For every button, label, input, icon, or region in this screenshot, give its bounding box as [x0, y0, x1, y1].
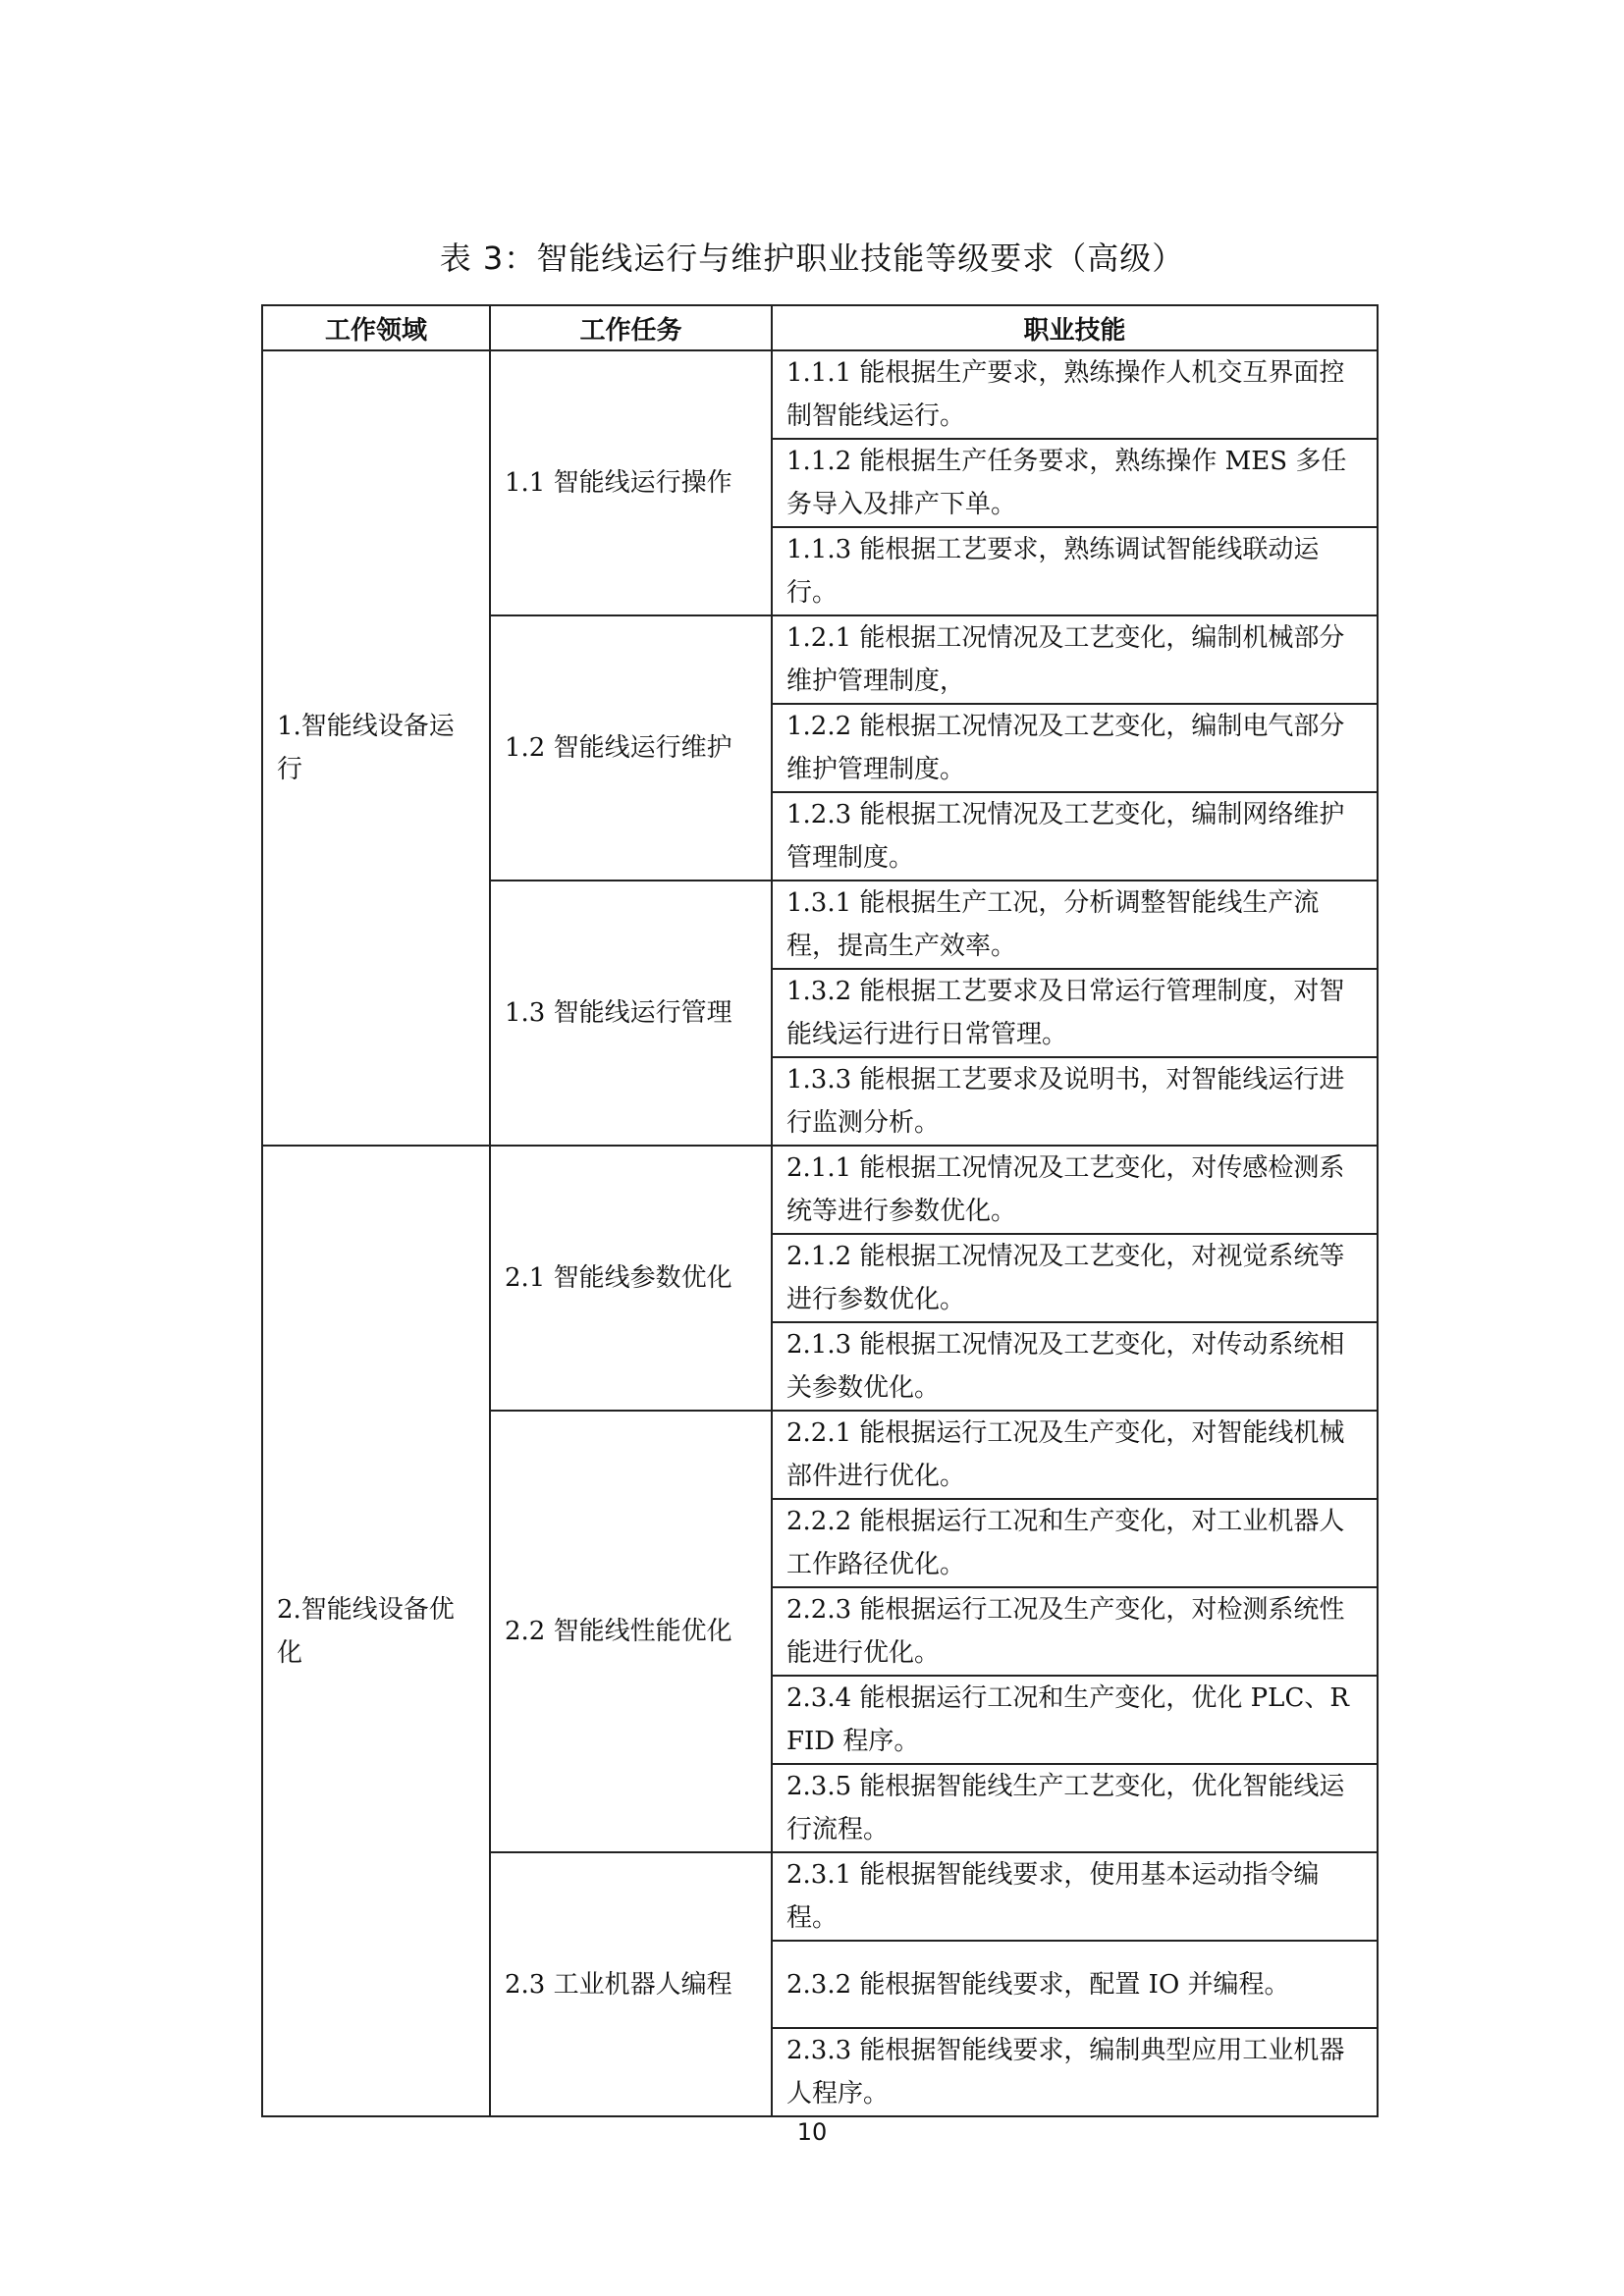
table-header-row — [262, 305, 1378, 350]
skill-cell: 1.1.3 能根据工艺要求，熟练调试智能线联动运行。 — [772, 527, 1378, 615]
task-cell: 2.1 智能线参数优化 — [490, 1146, 772, 1411]
skill-cell: 1.3.1 能根据生产工况，分析调整智能线生产流程，提高生产效率。 — [772, 881, 1378, 969]
skill-cell: 1.1.1 能根据生产要求，熟练操作人机交互界面控制智能线运行。 — [772, 350, 1378, 439]
task-cell: 2.3 工业机器人编程 — [490, 1852, 772, 2116]
skill-cell: 2.1.2 能根据工况情况及工艺变化，对视觉系统等进行参数优化。 — [772, 1234, 1378, 1322]
page-number: 10 — [796, 2118, 828, 2146]
skill-cell: 2.3.5 能根据智能线生产工艺变化，优化智能线运行流程。 — [772, 1764, 1378, 1852]
task-cell: 1.1 智能线运行操作 — [490, 350, 772, 615]
task-cell: 1.2 智能线运行维护 — [490, 615, 772, 881]
header-work-domain: 工作领域 — [262, 305, 490, 350]
domain-cell: 2.智能线设备优化 — [262, 1146, 490, 2116]
task-cell: 2.2 智能线性能优化 — [490, 1411, 772, 1852]
table-row — [262, 1146, 1378, 1234]
skill-cell: 2.3.3 能根据智能线要求，编制典型应用工业机器人程序。 — [772, 2028, 1378, 2116]
skill-cell: 1.3.3 能根据工艺要求及说明书，对智能线运行进行监测分析。 — [772, 1057, 1378, 1146]
skill-cell: 2.2.2 能根据运行工况和生产变化，对工业机器人工作路径优化。 — [772, 1499, 1378, 1587]
domain-cell: 1.智能线设备运行 — [262, 350, 490, 1146]
header-skill: 职业技能 — [772, 305, 1378, 350]
skill-cell: 2.3.1 能根据智能线要求，使用基本运动指令编程。 — [772, 1852, 1378, 1941]
skill-cell: 1.3.2 能根据工艺要求及日常运行管理制度，对智能线运行进行日常管理。 — [772, 969, 1378, 1057]
skill-cell: 1.1.2 能根据生产任务要求，熟练操作 MES 多任务导入及排产下单。 — [772, 439, 1378, 527]
table-row — [262, 350, 1378, 439]
skill-requirements-table — [261, 304, 1379, 2117]
skill-cell: 1.2.2 能根据工况情况及工艺变化，编制电气部分维护管理制度。 — [772, 704, 1378, 792]
skill-cell: 2.3.4 能根据运行工况和生产变化，优化 PLC、RFID 程序。 — [772, 1676, 1378, 1764]
skill-cell: 1.2.3 能根据工况情况及工艺变化，编制网络维护管理制度。 — [772, 792, 1378, 881]
skill-cell: 1.2.1 能根据工况情况及工艺变化，编制机械部分维护管理制度， — [772, 615, 1378, 704]
skill-cell: 2.1.1 能根据工况情况及工艺变化，对传感检测系统等进行参数优化。 — [772, 1146, 1378, 1234]
task-cell: 1.3 智能线运行管理 — [490, 881, 772, 1146]
header-work-task: 工作任务 — [490, 305, 772, 350]
skill-cell: 2.1.3 能根据工况情况及工艺变化，对传动系统相关参数优化。 — [772, 1322, 1378, 1411]
table-title: 表 3：智能线运行与维护职业技能等级要求（高级） — [439, 240, 1185, 277]
skill-cell: 2.2.3 能根据运行工况及生产变化，对检测系统性能进行优化。 — [772, 1587, 1378, 1676]
skill-cell: 2.2.1 能根据运行工况及生产变化，对智能线机械部件进行优化。 — [772, 1411, 1378, 1499]
skill-cell: 2.3.2 能根据智能线要求，配置 IO 并编程。 — [772, 1941, 1378, 2028]
